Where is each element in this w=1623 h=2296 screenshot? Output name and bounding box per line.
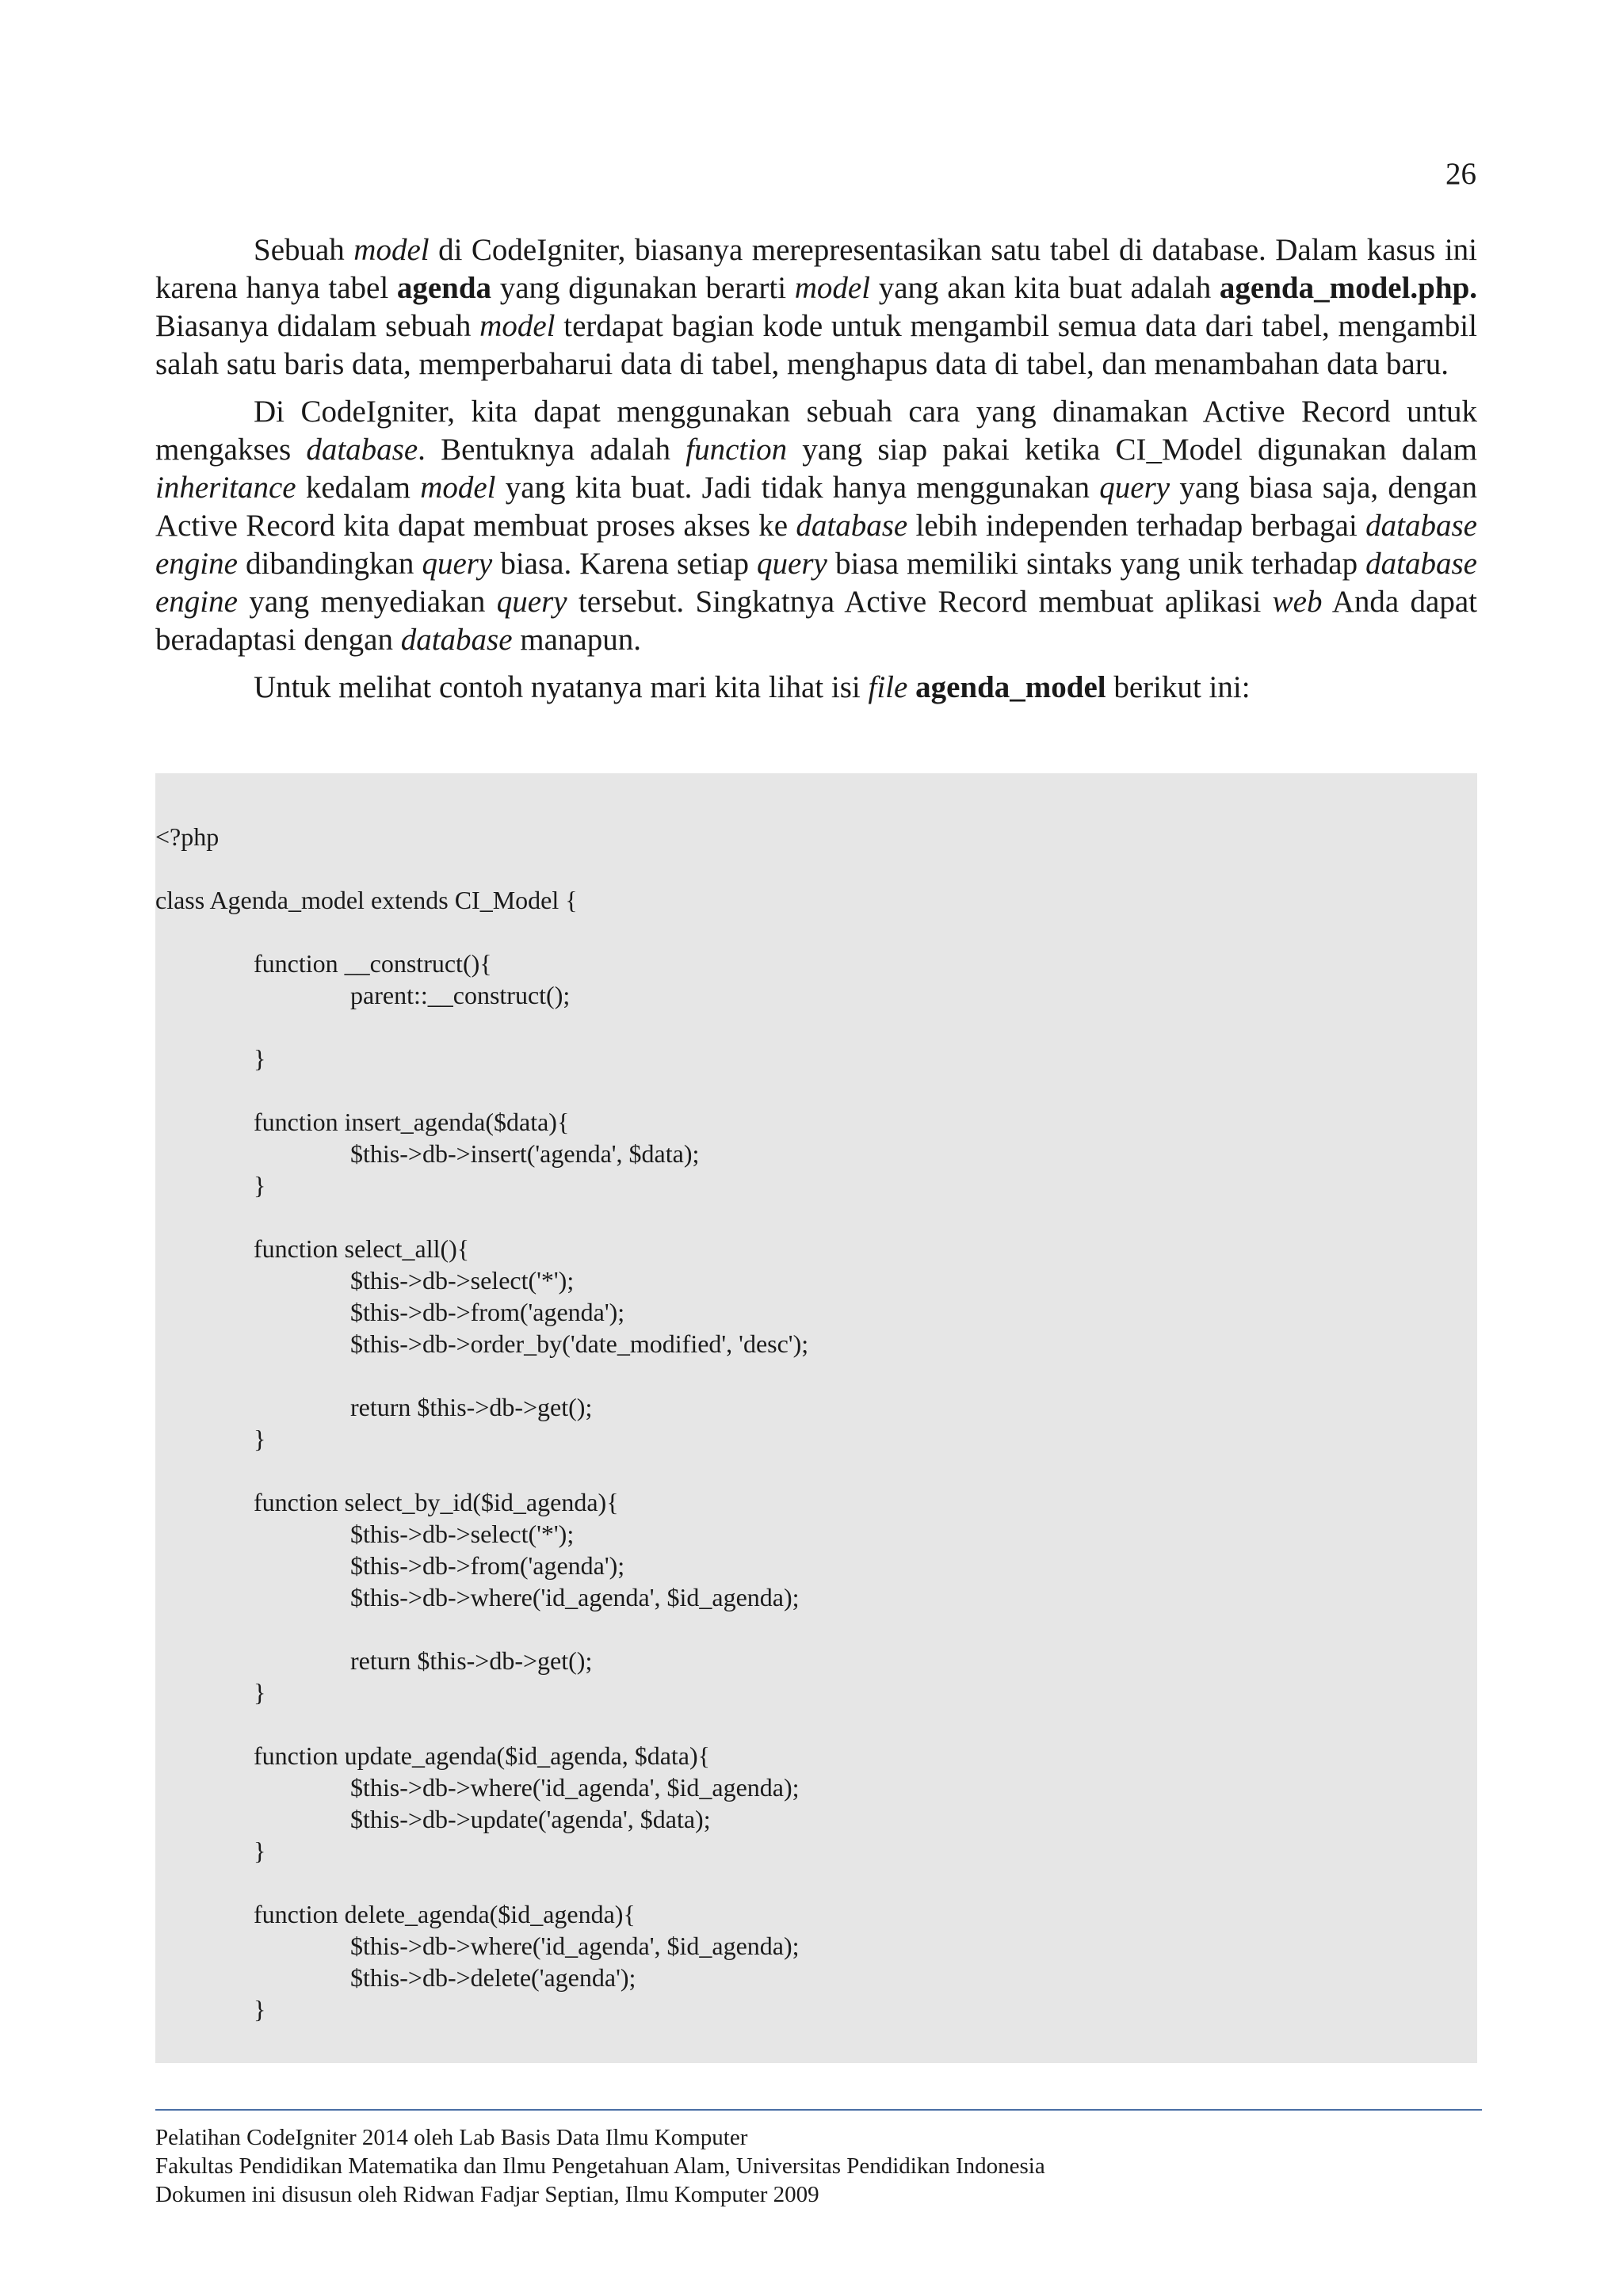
code-block: [155, 773, 1477, 2063]
code-line: function select_by_id($id_agenda){: [254, 1488, 619, 1516]
text-segment: agenda: [396, 271, 492, 305]
text-segment: agenda_model.php.: [1219, 271, 1478, 305]
text-segment: database: [400, 623, 513, 657]
text-segment: query: [1099, 471, 1170, 505]
code-line: $this->db->where('id_agenda', $id_agenda);: [350, 1773, 800, 1802]
code-line: [155, 1613, 1477, 1645]
code-line: [155, 1360, 1477, 1391]
paragraph: [155, 231, 1477, 383]
text-segment: biasa memiliki sintaks yang unik terhadap: [827, 547, 1366, 581]
text-segment: yang siap pakai ketika CI_Model digunakan dalam: [787, 433, 1477, 467]
code-line: }: [254, 1678, 266, 1707]
text-segment: query: [496, 585, 567, 619]
text-segment: inheritance: [155, 471, 296, 505]
code-line: return $this->db->get();: [350, 1393, 593, 1421]
footer-divider: [155, 2109, 1482, 2111]
code-line: [155, 852, 1477, 884]
text-segment: database: [796, 509, 908, 543]
code-line: $this->db->from('agenda');: [350, 1551, 625, 1580]
body-text: [155, 231, 1477, 707]
footer-line-1: Pelatihan CodeIgniter 2014 oleh Lab Basis Data Ilmu Komputer: [155, 2125, 748, 2150]
code-line: $this->db->order_by('date_modified', 'desc');: [350, 1329, 809, 1358]
code-line: [155, 1867, 1477, 1898]
text-segment: terdapat bagian kode untuk mengambil semua data dari tabel, mengambil salah satu baris data, memperbaharui data di tabel, menghapus data di tabel, dan menambahan data baru.: [155, 309, 1477, 381]
text-segment: Sebuah: [254, 233, 354, 267]
text-segment: yang akan kita buat adalah: [870, 271, 1220, 305]
text-segment: agenda_model: [915, 670, 1106, 704]
code-line: }: [254, 1171, 266, 1199]
text-segment: kedalam: [296, 471, 421, 505]
code-lines: [155, 821, 1477, 2025]
text-segment: dibandingkan: [237, 547, 422, 581]
code-line: function update_agenda($id_agenda, $data){: [254, 1741, 711, 1770]
text-segment: yang menyediakan: [237, 585, 497, 619]
text-segment: manapun.: [512, 623, 641, 657]
text-segment: yang kita buat. Jadi tidak hanya menggunakan: [495, 471, 1100, 505]
text-segment: Untuk melihat contoh nyatanya mari kita lihat isi: [254, 670, 869, 704]
text-segment: model: [353, 233, 430, 267]
code-line: [155, 1455, 1477, 1486]
footer-line-2: Fakultas Pendidikan Matematika dan Ilmu Pengetahuan Alam, Universitas Pendidikan Indonesia: [155, 2153, 1045, 2179]
code-line: parent::__construct();: [350, 981, 571, 1009]
code-line: $this->db->update('agenda', $data);: [350, 1805, 711, 1833]
code-line: <?php: [155, 822, 220, 851]
code-line: function delete_agenda($id_agenda){: [254, 1900, 636, 1928]
code-line: }: [254, 1836, 266, 1865]
text-segment: berikut ini:: [1106, 670, 1251, 704]
paragraph: [155, 669, 1477, 707]
code-line: function select_all(){: [254, 1234, 470, 1263]
code-line: $this->db->select('*');: [350, 1520, 575, 1548]
footer-line-3: Dokumen ini disusun oleh Ridwan Fadjar Septian, Ilmu Komputer 2009: [155, 2182, 819, 2207]
code-line: }: [254, 1425, 266, 1453]
footer: [155, 2123, 1045, 2209]
text-segment: Di CodeIgniter, kita dapat menggunakan sebuah cara yang dinamakan Active Record untuk mengakses: [155, 395, 1477, 467]
text-segment: lebih independen terhadap berbagai: [907, 509, 1366, 543]
text-segment: model: [479, 309, 556, 343]
text-segment: file: [868, 670, 908, 704]
text-segment: di CodeIgniter, biasanya merepresentasikan satu tabel di database. Dalam kasus ini karena hanya tabel: [155, 233, 1478, 305]
code-line: $this->db->where('id_agenda', $id_agenda);: [350, 1583, 800, 1611]
code-line: function insert_agenda($data){: [254, 1108, 570, 1136]
paragraph: [155, 393, 1477, 659]
text-segment: Biasanya didalam sebuah: [155, 309, 480, 343]
code-line: [155, 916, 1477, 948]
code-line: $this->db->delete('agenda');: [350, 1963, 636, 1992]
code-line: }: [254, 1995, 266, 2023]
code-line: $this->db->select('*');: [350, 1266, 575, 1295]
page-number: 26: [1445, 157, 1476, 191]
text-segment: biasa. Karena setiap: [492, 547, 758, 581]
code-line: function __construct(){: [254, 949, 492, 978]
text-segment: yang biasa saja, dengan Active Record kita dapat membuat proses akses ke: [155, 471, 1477, 543]
text-segment: yang digunakan berarti: [491, 271, 795, 305]
text-segment: database engine: [155, 547, 1477, 619]
code-line: class Agenda_model extends CI_Model {: [155, 886, 578, 914]
text-segment: query: [422, 547, 493, 581]
text-segment: . Bentuknya adalah: [418, 433, 686, 467]
text-segment: [907, 670, 915, 704]
text-segment: tersebut. Singkatnya Active Record membuat aplikasi: [567, 585, 1273, 619]
code-line: [155, 1708, 1477, 1740]
text-segment: web: [1272, 585, 1323, 619]
code-line: $this->db->insert('agenda', $data);: [350, 1139, 700, 1168]
code-line: $this->db->where('id_agenda', $id_agenda);: [350, 1932, 800, 1960]
code-line: $this->db->from('agenda');: [350, 1298, 625, 1326]
text-segment: query: [757, 547, 827, 581]
text-segment: database: [306, 433, 418, 467]
text-segment: model: [794, 271, 871, 305]
text-segment: Anda dapat beradaptasi dengan: [155, 585, 1477, 657]
text-segment: model: [420, 471, 496, 505]
code-line: }: [254, 1044, 266, 1073]
code-line: return $this->db->get();: [350, 1646, 593, 1675]
code-line: [155, 1201, 1477, 1233]
code-line: [155, 1074, 1477, 1106]
text-segment: function: [685, 433, 788, 467]
code-line: [155, 1011, 1477, 1043]
text-segment: database engine: [155, 509, 1477, 581]
